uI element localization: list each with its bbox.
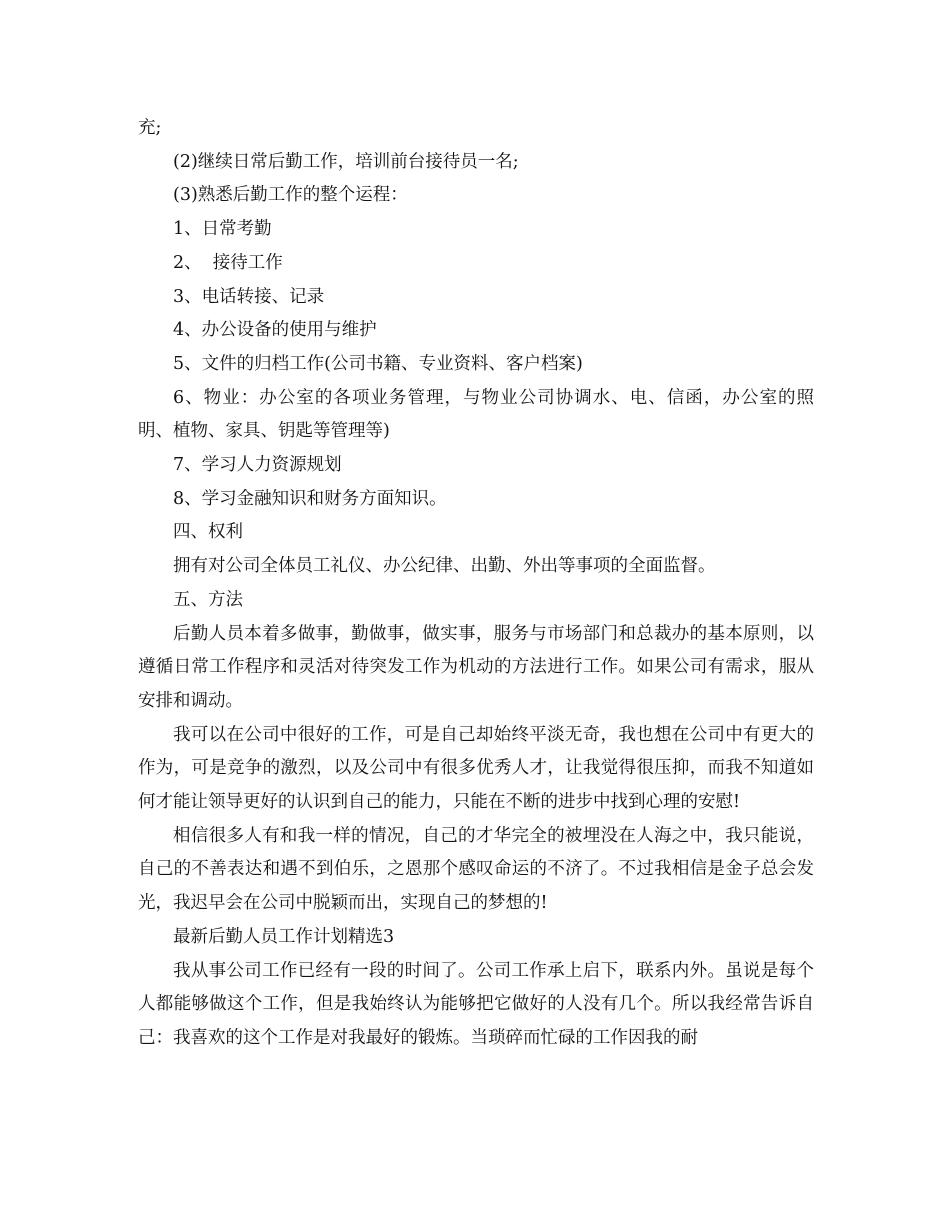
paragraph-plan-3-intro: 我从事公司工作已经有一段的时间了。公司工作承上启下，联系内外。虽说是每个人都能够做这个工作，但是我始终认为能够把它做好的人没有几个。所以我经常告诉自己：我喜欢的这个工作是对我最好的锻炼。当琐碎而忙碌的工作因我的耐: [138, 960, 814, 1048]
paragraph-reflection: 我可以在公司中很好的工作，可是自己却始终平淡无奇，我也想在公司中有更大的作为，可是竞争的激烈，以及公司中有很多优秀人才，让我觉得很压抑，而我不知道如何才能让领导更好的认识到自己的能力，只能在不断的进步中找到心理的安慰!: [138, 724, 814, 813]
list-item-finance: 8、学习金融知识和财务方面知识。: [173, 488, 447, 509]
list-item-property: 6、物业：办公室的各项业务管理，与物业公司协调水、电、信函，办公室的照明、植物、家具、钥匙等管理等): [138, 387, 814, 442]
list-item-phone: 3、电话转接、记录: [173, 286, 325, 307]
paragraph-rights: 拥有对公司全体员工礼仪、办公纪律、出勤、外出等事项的全面监督。: [173, 556, 716, 577]
paragraph-continuation: 充;: [138, 118, 162, 138]
paragraph-methods: 后勤人员本着多做事，勤做事，做实事，服务与市场部门和总裁办的基本原则，以遵循日常工作程序和灵活对待突发工作为机动的方法进行工作。如果公司有需求，服从安排和调动。: [138, 623, 814, 711]
list-item-attendance: 1、日常考勤: [173, 219, 272, 240]
list-item-reception: 2、 接待工作: [173, 252, 283, 273]
list-item-hr-planning: 7、学习人力资源规划: [173, 455, 342, 476]
list-item-filing: 5、文件的归档工作(公司书籍、专业资料、客户档案): [173, 353, 583, 374]
paragraph-item-3: (3)熟悉后勤工作的整个运程：: [173, 185, 408, 206]
document-body: [138, 112, 814, 1056]
section-heading-methods: 五、方法: [173, 589, 243, 610]
section-heading-plan-3: 最新后勤人员工作计划精选3: [173, 926, 395, 947]
list-item-equipment: 4、办公设备的使用与维护: [173, 320, 377, 341]
section-heading-rights: 四、权利: [173, 522, 243, 543]
paragraph-item-2: (2)继续日常后勤工作，培训前台接待员一名;: [173, 151, 519, 172]
paragraph-belief: 相信很多人有和我一样的情况，自己的才华完全的被埋没在人海之中，我只能说，自己的不善表达和遇不到伯乐，之恩那个感叹命运的不济了。不过我相信是金子总会发光，我迟早会在公司中脱颖而出，实现自己的梦想的!: [138, 825, 814, 914]
